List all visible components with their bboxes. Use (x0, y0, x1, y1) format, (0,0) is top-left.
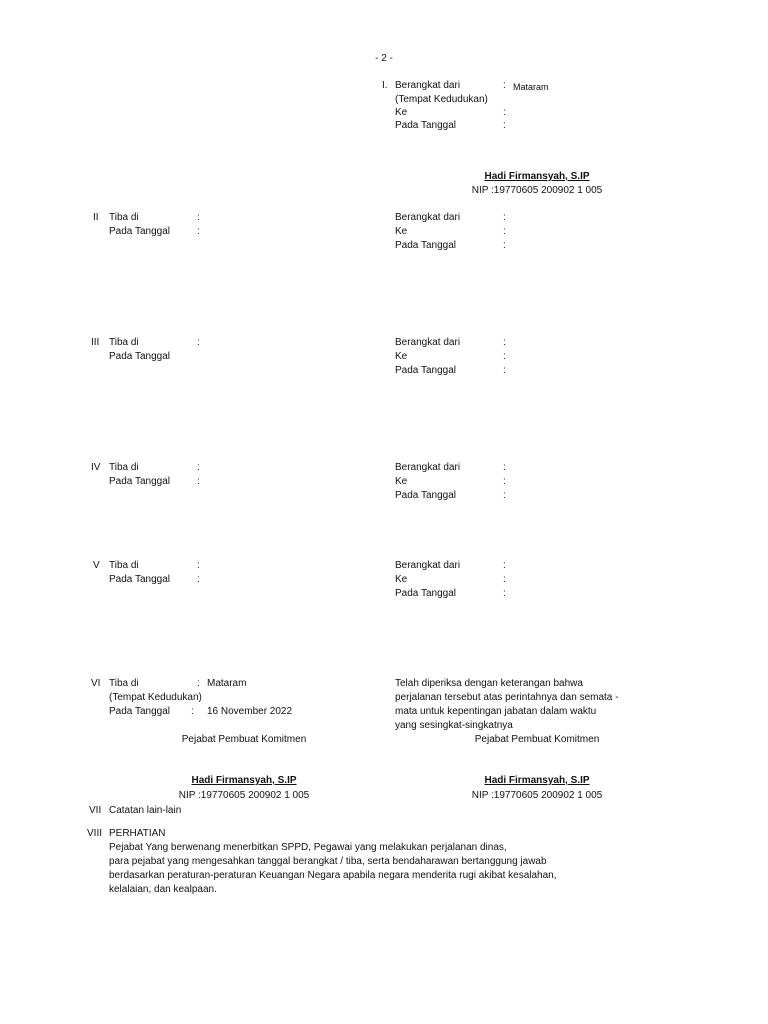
signatory-nip: NIP :19770605 200902 1 005 (471, 185, 603, 196)
colon: : (503, 588, 506, 599)
colon: : (197, 337, 200, 348)
left-signatory-nip: NIP :19770605 200902 1 005 (178, 790, 310, 801)
berangkat-dari-label: Berangkat dari (395, 337, 461, 348)
colon: : (503, 107, 506, 118)
colon: : (503, 212, 506, 223)
pada-tanggal-right-label: Pada Tanggal (395, 365, 456, 376)
colon: : (503, 560, 506, 571)
ke-label: Ke (395, 351, 408, 362)
right-official-title: Pejabat Pembuat Komitmen (474, 734, 600, 745)
colon: : (503, 337, 506, 348)
ke-label: Ke (395, 574, 408, 585)
verification-line: Telah diperiksa dengan keterangan bahwa (395, 678, 583, 689)
tempat-kedudukan-label: (Tempat Kedudukan) (395, 94, 488, 105)
berangkat-dari-label: Berangkat dari (395, 462, 461, 473)
colon: : (503, 80, 506, 91)
pada-tanggal-right-label: Pada Tanggal (395, 490, 456, 501)
right-signatory-nip: NIP :19770605 200902 1 005 (471, 790, 603, 801)
colon: : (503, 574, 506, 585)
section-number: II (93, 212, 99, 223)
tiba-di-label: Tiba di (109, 212, 139, 223)
berangkat-dari-label: Berangkat dari (395, 560, 461, 571)
pada-tanggal-label: Pada Tanggal (109, 574, 170, 585)
pada-tanggal-label: Pada Tanggal (109, 476, 170, 487)
colon: : (503, 120, 506, 131)
verification-line: perjalanan tersebut atas perintahnya dan semata - (395, 692, 619, 703)
colon: : (191, 706, 194, 717)
colon: : (503, 462, 506, 473)
colon: : (503, 490, 506, 501)
colon: : (503, 476, 506, 487)
tempat-kedudukan-label: (Tempat Kedudukan) (109, 692, 202, 703)
section-number: VII (89, 805, 102, 816)
section-number: VI (91, 678, 101, 689)
section-number: III (91, 337, 100, 348)
colon: : (197, 226, 200, 237)
left-signatory-name: Hadi Firmansyah, S.IP (191, 775, 297, 786)
berangkat-dari-label: Berangkat dari (395, 80, 461, 91)
colon: : (197, 560, 200, 571)
section-number: IV (91, 462, 101, 473)
catatan-label: Catatan lain-lain (109, 805, 182, 816)
signatory-name: Hadi Firmansyah, S.IP (484, 171, 590, 182)
tiba-di-label: Tiba di (109, 678, 139, 689)
colon: : (503, 351, 506, 362)
colon: : (197, 212, 200, 223)
verification-line: mata untuk kepentingan jabatan dalam waktu (395, 706, 597, 717)
tiba-di-value: Mataram (207, 678, 247, 689)
tiba-di-label: Tiba di (109, 560, 139, 571)
pada-tanggal-label: Pada Tanggal (395, 120, 456, 131)
colon: : (197, 476, 200, 487)
tiba-di-label: Tiba di (109, 462, 139, 473)
berangkat-dari-label: Berangkat dari (395, 212, 461, 223)
perhatian-title: PERHATIAN (109, 828, 166, 839)
section-number: VIII (87, 828, 103, 839)
pada-tanggal-label: Pada Tanggal (109, 351, 170, 362)
pada-tanggal-right-label: Pada Tanggal (395, 240, 456, 251)
tanggal-value: 16 November 2022 (207, 706, 293, 717)
page-number: - 2 - (375, 53, 393, 64)
colon: : (197, 574, 200, 585)
colon: : (197, 462, 200, 473)
ke-label: Ke (395, 226, 408, 237)
colon: : (503, 240, 506, 251)
pada-tanggal-right-label: Pada Tanggal (395, 588, 456, 599)
verification-line: yang sesingkat-singkatnya (395, 720, 513, 731)
perhatian-line: Pejabat Yang berwenang menerbitkan SPPD, Pegawai yang melakukan perjalanan dinas, (109, 842, 507, 853)
colon: : (197, 678, 200, 689)
ke-label: Ke (395, 476, 408, 487)
left-official-title: Pejabat Pembuat Komitmen (181, 734, 307, 745)
perhatian-line: kelalaian, dan kealpaan. (109, 884, 217, 895)
tiba-di-label: Tiba di (109, 337, 139, 348)
ke-label: Ke (395, 107, 408, 118)
pada-tanggal-label: Pada Tanggal (109, 226, 170, 237)
section-number: I. (382, 80, 388, 91)
colon: : (503, 365, 506, 376)
perhatian-line: berdasarkan peraturan-peraturan Keuangan Negara apabila negara menderita rugi akibat kesalahan, (109, 870, 557, 881)
right-signatory-name: Hadi Firmansyah, S.IP (484, 775, 590, 786)
colon: : (503, 226, 506, 237)
perhatian-line: para pejabat yang mengesahkan tanggal berangkat / tiba, serta bendaharawan bertanggung jawab (109, 856, 547, 867)
berangkat-dari-value: Mataram (513, 82, 549, 92)
pada-tanggal-label: Pada Tanggal (109, 706, 170, 717)
section-number: V (93, 560, 100, 571)
